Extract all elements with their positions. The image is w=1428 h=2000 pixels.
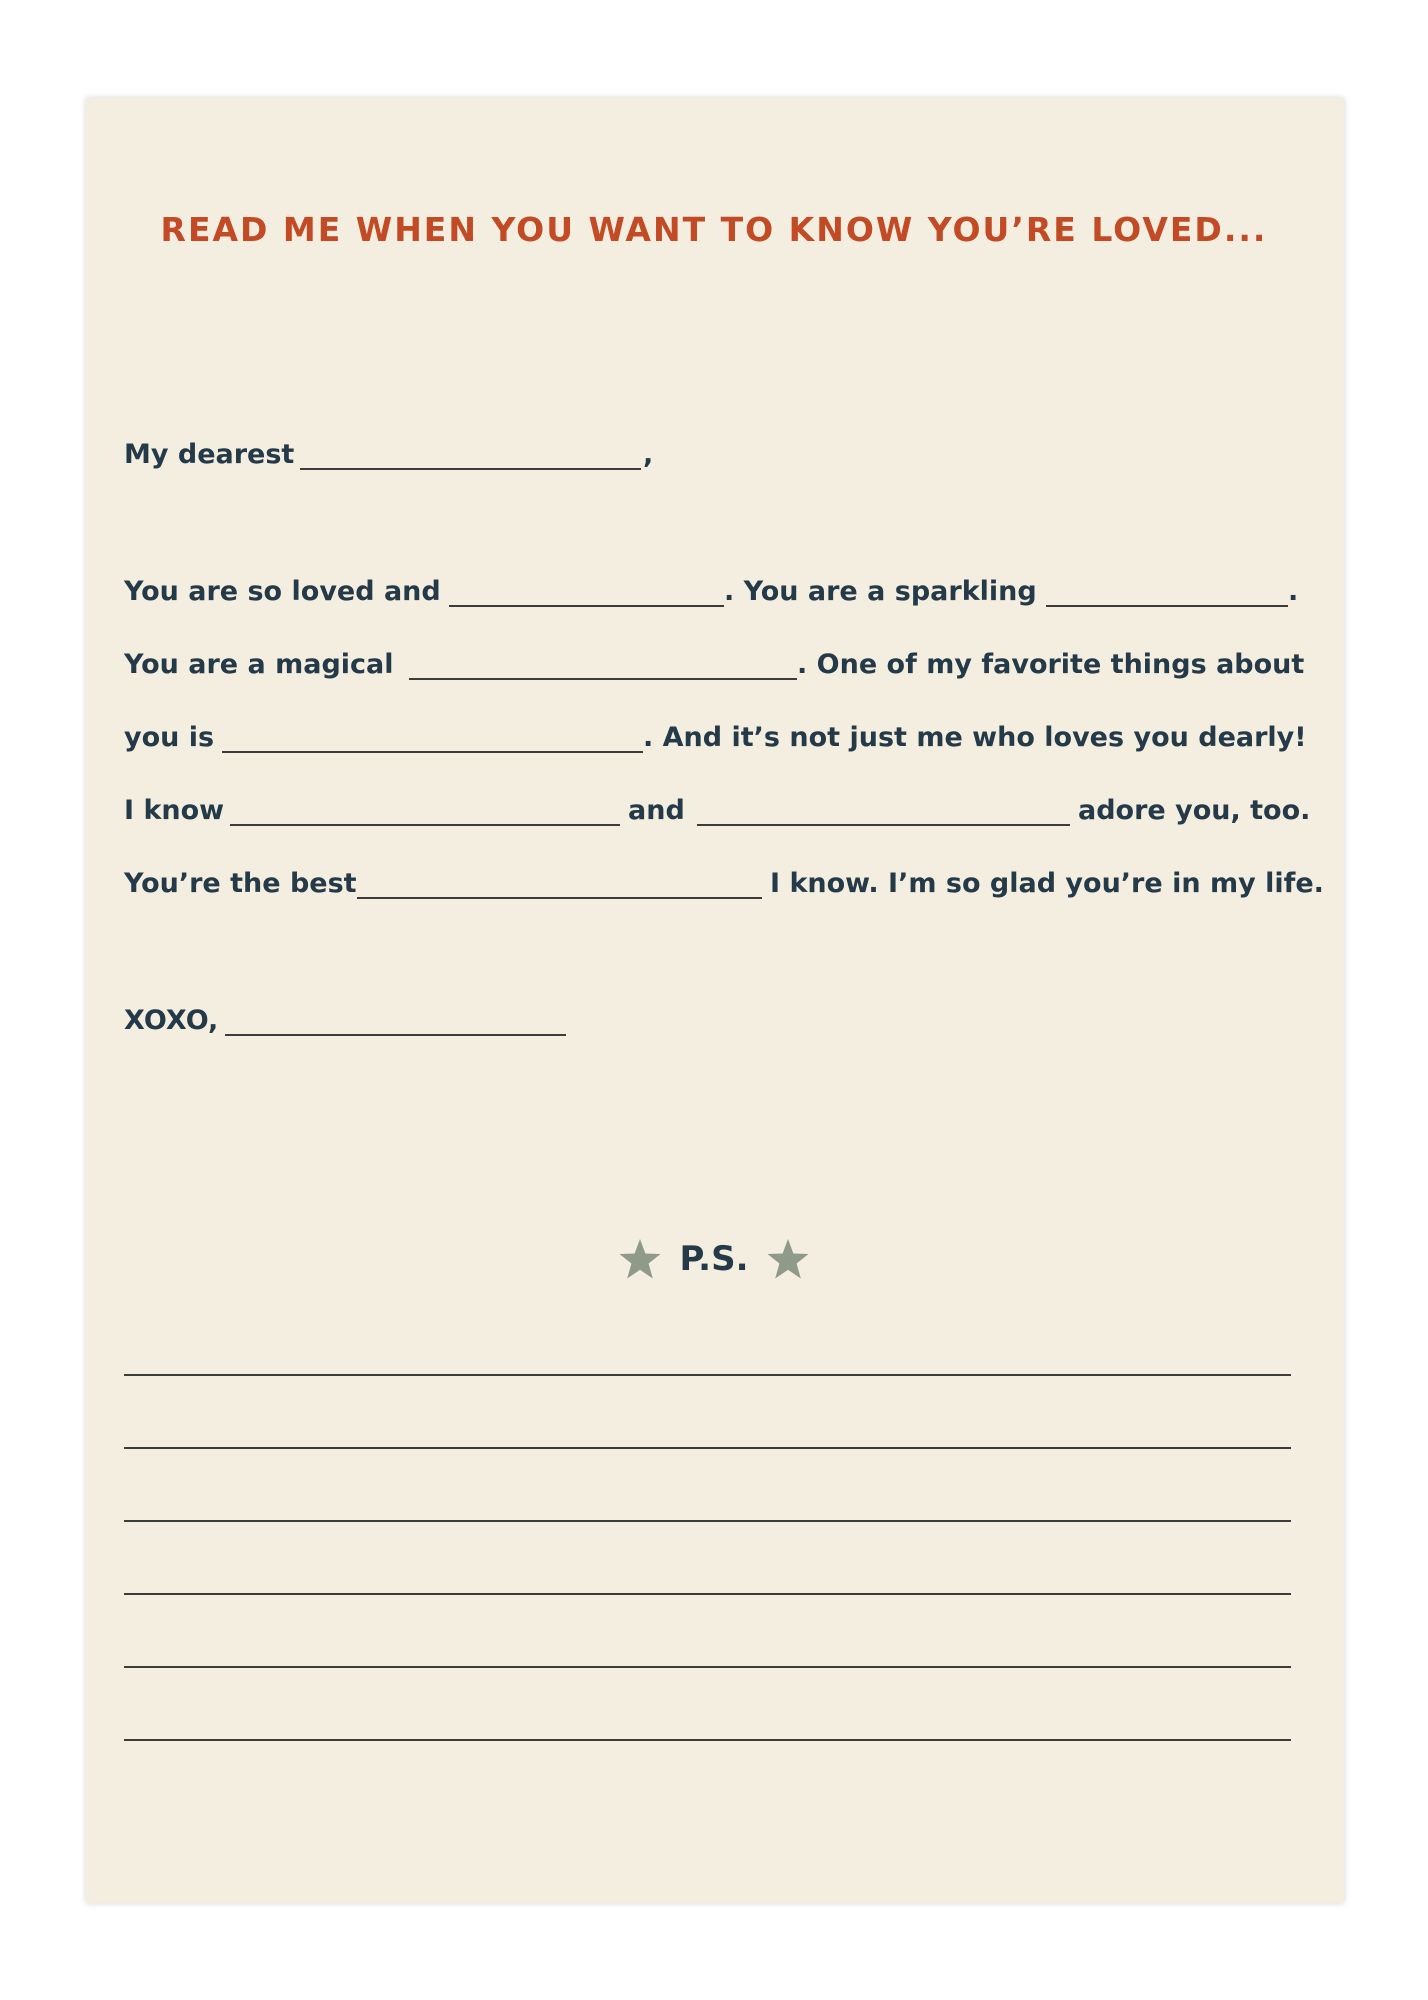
favorite-thing-blank[interactable] — [222, 751, 643, 753]
ps-writing-line[interactable] — [124, 1739, 1291, 1741]
body-text-4b: and — [628, 795, 685, 826]
body-text-3a: you is — [124, 722, 215, 753]
signature-blank[interactable] — [225, 1034, 566, 1036]
body-text-1a: You are so loved and — [124, 576, 441, 607]
magical-blank[interactable] — [409, 678, 797, 680]
body-text-1b: . You are a sparkling — [724, 576, 1037, 607]
body-text-3b: . And it’s not just me who loves you dearly! — [643, 722, 1307, 753]
person-two-blank[interactable] — [697, 824, 1070, 826]
body-text-5a: You’re the best — [124, 868, 357, 899]
body-text-2b: . One of my favorite things about — [797, 649, 1305, 680]
ps-writing-line[interactable] — [124, 1520, 1291, 1522]
body-text-4c: adore you, too. — [1078, 795, 1311, 826]
greeting-label: My dearest — [124, 439, 295, 470]
body-text-5b: I know. I’m so glad you’re in my life. — [770, 868, 1324, 899]
star-icon — [766, 1238, 810, 1280]
best-blank[interactable] — [357, 897, 762, 899]
letter-title: READ ME WHEN YOU WANT TO KNOW YOU’RE LOVED... — [160, 210, 1268, 249]
letter-card — [86, 98, 1344, 1903]
ps-heading — [0, 1232, 1428, 1284]
ps-writing-line[interactable] — [124, 1666, 1291, 1668]
body-text-1c: . — [1288, 576, 1299, 607]
ps-writing-line[interactable] — [124, 1593, 1291, 1595]
ps-label: P.S. — [679, 1238, 749, 1279]
recipient-name-blank[interactable] — [300, 468, 641, 470]
greeting-comma: , — [643, 439, 654, 470]
ps-writing-line[interactable] — [124, 1447, 1291, 1449]
body-text-2a: You are a magical — [124, 649, 394, 680]
person-one-blank[interactable] — [230, 824, 620, 826]
sparkling-blank[interactable] — [1046, 605, 1288, 607]
loved-and-blank[interactable] — [449, 605, 724, 607]
body-text-4a: I know — [124, 795, 225, 826]
ps-writing-line[interactable] — [124, 1374, 1291, 1376]
signoff-label: XOXO, — [124, 1005, 219, 1036]
star-icon — [618, 1238, 662, 1280]
